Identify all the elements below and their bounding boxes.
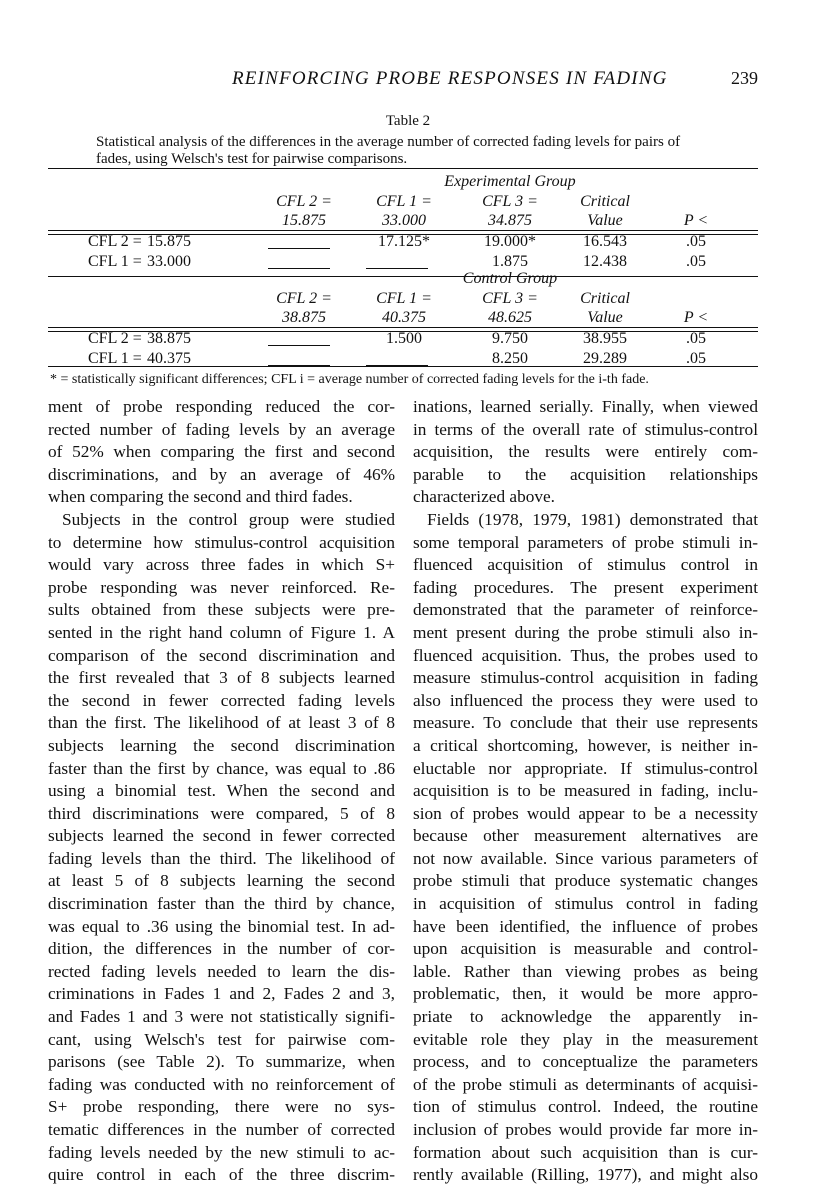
text-line: also influenced the process they were used to [413, 690, 758, 710]
text-line: parable to the acquisition relationships [413, 464, 758, 484]
text-line: comparison of the second discrimination and [48, 645, 395, 665]
difference-cell: 19.000* [484, 233, 536, 250]
row-label: CFL 1 = [88, 350, 142, 367]
column-header: 40.375 [382, 309, 426, 326]
column-header: CFL 1 = [376, 193, 432, 210]
text-line: subjects learning the second discrimination [48, 735, 395, 755]
text-line: lable. Rather than viewing probes as being [413, 961, 758, 981]
column-header: 38.875 [282, 309, 326, 326]
column-header: 33.000 [382, 212, 426, 229]
row-value: 15.875 [147, 233, 191, 250]
column-header: CFL 2 = [276, 290, 332, 307]
text-line: problematic, then, it would be more appro- [413, 984, 758, 1004]
column-header: Value [587, 309, 623, 326]
column-header: CFL 3 = [482, 193, 538, 210]
text-line: sented in the right hand column of Figure 1. A [48, 622, 395, 642]
text-line: quire control in each of the three discrim- [48, 1165, 395, 1185]
critical-value: 29.289 [583, 350, 627, 367]
column-header: 34.875 [488, 212, 532, 229]
column-header: CFL 3 = [482, 290, 538, 307]
text-line: of 52% when comparing the first and second [48, 442, 395, 462]
text-line: inations, learned serially. Finally, when viewed [413, 397, 758, 416]
p-value: .05 [686, 253, 706, 270]
text-line: would vary across three fades in which S+ [48, 555, 395, 575]
text-line: measure stimulus-control acquisition in fading [413, 668, 758, 688]
text-line: using a binomial test. When the second and [48, 781, 395, 801]
difference-cell: 8.250 [492, 350, 528, 367]
difference-cell: 1.875 [492, 253, 528, 270]
text-line: of the probe stimuli as determinants of acquisi- [413, 1074, 758, 1094]
p-value: .05 [686, 330, 706, 347]
text-line: probe responding was never reinforced. Re- [48, 577, 395, 597]
difference-cell: 1.500 [386, 330, 422, 347]
text-line: third discriminations were compared, 5 of 8 [48, 803, 395, 823]
text-line: rently available (Rilling, 1977), and might also [413, 1165, 758, 1185]
text-line: at least 5 of 8 subjects learning the second [48, 871, 395, 891]
text-line: inclusion of probes would provide far more in- [413, 1120, 758, 1139]
text-line: tion of stimulus control. Indeed, the routine [413, 1097, 758, 1117]
row-label: CFL 2 = [88, 233, 142, 250]
text-line: demonstrated that the parameter of reinforce- [413, 600, 758, 620]
table-footnote: * = statistically significant differences; CFL i = average number of corrected fading levels for the i-th fade. [50, 372, 649, 387]
text-line: to determine how stimulus-control acquisition [48, 532, 395, 552]
difference-cell: 17.125* [378, 233, 430, 250]
table-top-rule [48, 168, 758, 169]
text-line: S+ probe responding, there were no sys- [48, 1097, 395, 1117]
text-line: and Fades 1 and 3 were not statistically signifi- [48, 1007, 395, 1027]
text-line: discrimination faster than the third by chance, [48, 894, 395, 914]
column-header: Value [587, 212, 623, 229]
column-header: 48.625 [488, 309, 532, 326]
text-line: faster than the first by chance, was equal to .86 [48, 758, 395, 778]
text-line: fading was conducted with no reinforcement of [48, 1074, 395, 1094]
column-header: CFL 1 = [376, 290, 432, 307]
text-line: evitable role they play in the measurement [413, 1029, 758, 1049]
table-label: Table 2 [385, 113, 431, 129]
text-line: parisons (see Table 2). To summarize, when [48, 1052, 395, 1072]
text-line: acquisition, the results were entirely com- [413, 442, 758, 462]
column-header: Critical [580, 193, 630, 210]
text-line: the first revealed that 3 of 8 subjects learned [48, 668, 395, 688]
text-line: the second in fewer corrected fading levels [48, 690, 395, 710]
difference-cell: 9.750 [492, 330, 528, 347]
text-line: acquisition is to be measured in fading, inclu- [413, 781, 758, 801]
text-line: cant, using Welsch's test for pairwise com- [48, 1029, 395, 1049]
text-line: formation about such acquisition than is cur- [413, 1142, 758, 1162]
text-line: in terms of the overall rate of stimulus-control [413, 419, 758, 439]
page-number: 239 [731, 68, 758, 88]
p-value: .05 [686, 350, 706, 367]
text-line: probe stimuli that produce systematic changes [413, 871, 758, 891]
empty-cell-dash [268, 345, 330, 346]
text-line: fluenced acquisition of stimulus control in [413, 555, 758, 575]
empty-cell-dash [268, 268, 330, 269]
text-line: ment present during the probe stimuli also in- [413, 622, 758, 642]
text-line: in acquisition of stimulus control in fading [413, 894, 758, 914]
text-line: fading levels than the third. The likelihood of [48, 848, 395, 868]
row-label: CFL 1 = [88, 253, 142, 270]
text-line: priate to acknowledge the apparently in- [413, 1007, 758, 1027]
table-caption: Statistical analysis of the differences in the average number of corrected fading levels for pairs of fades, using Welsch's test for pairwise comparisons. [96, 134, 681, 167]
empty-cell-dash [366, 268, 428, 269]
column-header: P < [683, 309, 709, 326]
text-line: fading levels needed by the new stimuli to ac- [48, 1142, 395, 1162]
text-line: Subjects in the control group were studied [62, 509, 395, 529]
right-column [413, 396, 758, 1187]
section-rule [48, 276, 758, 277]
group-heading: Control Group [462, 270, 558, 287]
text-line: sion of probes would appear to be a necessity [413, 803, 758, 823]
p-value: .05 [686, 233, 706, 250]
text-line: when comparing the second and third fades. [48, 487, 353, 507]
text-line: rected fading levels needed to learn the dis- [48, 961, 395, 981]
running-title: REINFORCING PROBE RESPONSES IN FADING [232, 68, 668, 89]
group-heading: Experimental Group [444, 173, 576, 190]
critical-value: 12.438 [583, 253, 627, 270]
critical-value: 38.955 [583, 330, 627, 347]
text-line: process, and to conceptualize the parameters [413, 1052, 758, 1072]
row-value: 38.875 [147, 330, 191, 347]
text-line: because other measurement alternatives are [413, 826, 758, 846]
text-line: rected number of fading levels by an average [48, 419, 395, 439]
text-line: sults obtained from these subjects were pre- [48, 600, 395, 620]
text-line: upon acquisition is measurable and control- [413, 939, 758, 959]
text-line: dition, the differences in the number of cor- [48, 939, 395, 959]
text-line: was equal to .36 using the binomial test. In ad- [48, 916, 395, 936]
text-line: eluctable nor appropriate. If stimulus-control [413, 758, 758, 778]
text-line: discriminations, and by an average of 46% [48, 464, 395, 484]
row-label: CFL 2 = [88, 330, 142, 347]
text-line: subjects learned the second in fewer corrected [48, 826, 395, 846]
text-line: some temporal parameters of probe stimuli in- [413, 532, 758, 552]
text-line: a critical shortcoming, however, is neither in- [413, 735, 758, 755]
text-line: fluenced acquisition. Thus, the probes used to [413, 645, 758, 665]
left-column [48, 396, 395, 1187]
column-header: P < [683, 212, 709, 229]
text-line: have been identified, the influence of probes [413, 916, 758, 936]
text-line: measure. To conclude that their use represents [413, 713, 758, 733]
text-line: not now available. Since various parameters of [413, 848, 758, 868]
text-line: than the first. The likelihood of at least 3 of 8 [48, 713, 395, 733]
text-line: fading procedures. The present experiment [413, 577, 758, 597]
column-header: 15.875 [282, 212, 326, 229]
row-value: 33.000 [147, 253, 191, 270]
column-header: CFL 2 = [276, 193, 332, 210]
text-line: characterized above. [413, 487, 555, 507]
text-line: criminations in Fades 1 and 2, Fades 2 and 3, [48, 984, 395, 1004]
column-header: Critical [580, 290, 630, 307]
text-line: tematic differences in the number of corrected [48, 1120, 395, 1139]
empty-cell-dash [268, 248, 330, 249]
critical-value: 16.543 [583, 233, 627, 250]
text-line: ment of probe responding reduced the cor- [48, 397, 395, 416]
row-value: 40.375 [147, 350, 191, 367]
section-rule [48, 366, 758, 367]
text-line: Fields (1978, 1979, 1981) demonstrated that [427, 509, 758, 529]
